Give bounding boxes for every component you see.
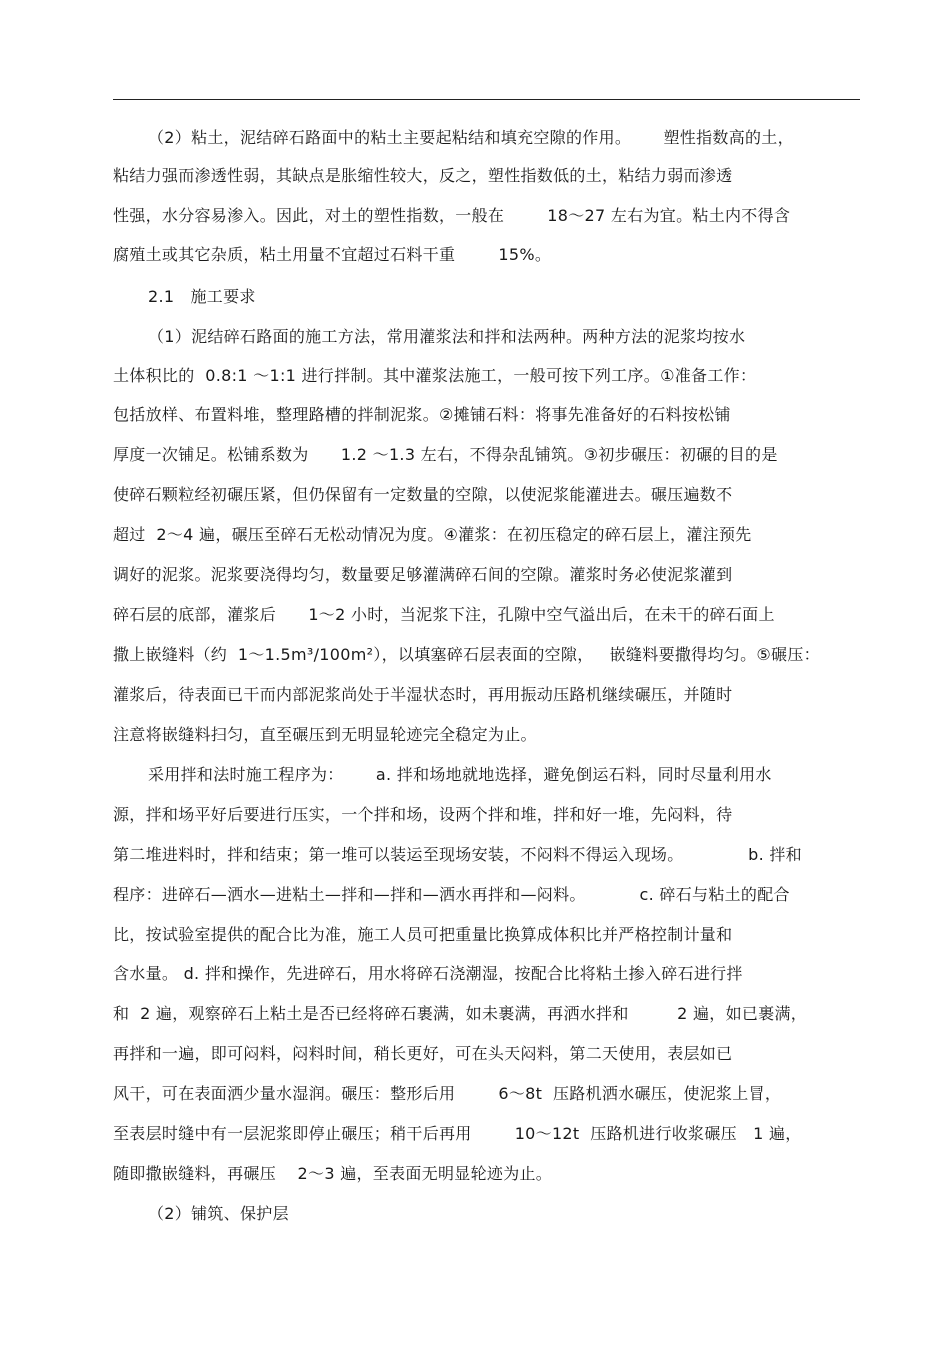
paragraph-line: 调好的泥浆。泥浆要浇得均匀，数量要足够灌满碎石间的空隙。灌浆时务必使泥浆灌到 xyxy=(113,565,733,584)
paragraph-line: （1）泥结碎石路面的施工方法，常用灌浆法和拌和法两种。两种方法的泥浆均按水 xyxy=(148,327,746,346)
paragraph-line: 厚度一次铺足。松铺系数为 1.2 ～1.3 左右，不得杂乱铺筑。③初步碾压：初碾的目的是 xyxy=(113,445,778,464)
paragraph-line: 随即撒嵌缝料，再碾压 2～3 遍，至表面无明显轮迹为止。 xyxy=(113,1164,553,1183)
paragraph-line: 源，拌和场平好后要进行压实，一个拌和场，设两个拌和堆，拌和好一堆，先闷料，待 xyxy=(113,805,733,824)
paragraph-line: 撒上嵌缝料（约 1～1.5m³/100m²），以填塞碎石层表面的空隙， 嵌缝料要撒得均匀。⑤碾压： xyxy=(113,645,820,664)
paragraph-line: 包括放样、布置料堆，整理路槽的拌制泥浆。②摊铺石料：将事先准备好的石料按松铺 xyxy=(113,405,731,424)
paragraph-line: 风干，可在表面洒少量水湿润。碾压：整形后用 6～8t 压路机洒水碾压，使泥浆上冒， xyxy=(113,1084,782,1103)
paragraph-line: 粘结力强而渗透性弱，其缺点是胀缩性较大，反之，塑性指数低的土，粘结力弱而渗透 xyxy=(113,166,733,185)
paragraph-line: 注意将嵌缝料扫匀，直至碾压到无明显轮迹完全稳定为止。 xyxy=(113,725,537,744)
paragraph-line: 性强，水分容易渗入。因此，对土的塑性指数，一般在 18～27 左右为宜。粘土内不得含 xyxy=(113,206,791,225)
paragraph-line: 采用拌和法时施工程序为： a. 拌和场地就地选择，避免倒运石料，同时尽量利用水 xyxy=(148,765,772,784)
paragraph-line: 和 2 遍，观察碎石上粘土是否已经将碎石裹满，如未裹满，再洒水拌和 2 遍，如已裹满， xyxy=(113,1004,808,1023)
paragraph-line: 至表层时缝中有一层泥浆即停止碾压；稍干后再用 10～12t 压路机进行收浆碾压 1 遍， xyxy=(113,1124,802,1143)
paragraph-line: 比，按试验室提供的配合比为准，施工人员可把重量比换算成体积比并严格控制计量和 xyxy=(113,925,733,944)
paragraph-line: 超过 2～4 遍，碾压至碎石无松动情况为度。④灌浆：在初压稳定的碎石层上，灌注预先 xyxy=(113,525,752,544)
paragraph-line: 使碎石颗粒经初碾压紧，但仍保留有一定数量的空隙，以使泥浆能灌进去。碾压遍数不 xyxy=(113,485,733,504)
paragraph-line: 腐殖土或其它杂质，粘土用量不宜超过石料干重 15%。 xyxy=(113,245,552,264)
paragraph-line: （2）粘土，泥结碎石路面中的粘土主要起粘结和填充空隙的作用。 塑性指数高的土， xyxy=(148,128,794,147)
header-rule xyxy=(113,99,860,100)
paragraph-line: 碎石层的底部，灌浆后 1～2 小时，当泥浆下注，孔隙中空气溢出后，在未干的碎石面上 xyxy=(113,605,775,624)
paragraph-line: 程序：进碎石—洒水—进粘土—拌和—拌和—洒水再拌和—闷料。 c. 碎石与粘土的配合 xyxy=(113,885,790,904)
paragraph-line: 再拌和一遍，即可闷料，闷料时间，稍长更好，可在头天闷料，第二天使用，表层如已 xyxy=(113,1044,733,1063)
paragraph-line: 含水量。 d. 拌和操作，先进碎石，用水将碎石浇潮湿，按配合比将粘土掺入碎石进行拌 xyxy=(113,964,743,983)
section-heading: 2.1 施工要求 xyxy=(148,287,256,306)
paragraph-line: 灌浆后，待表面已干而内部泥浆尚处于半湿状态时，再用振动压路机继续碾压，并随时 xyxy=(113,685,733,704)
paragraph-line: 土体积比的 0.8:1 ～1:1 进行拌制。其中灌浆法施工，一般可按下列工序。①准备工作： xyxy=(113,366,757,385)
section-heading: （2）铺筑、保护层 xyxy=(148,1204,289,1223)
paragraph-line: 第二堆进料时，拌和结束；第一堆可以装运至现场安装，不闷料不得运入现场。 b. 拌和 xyxy=(113,845,802,864)
